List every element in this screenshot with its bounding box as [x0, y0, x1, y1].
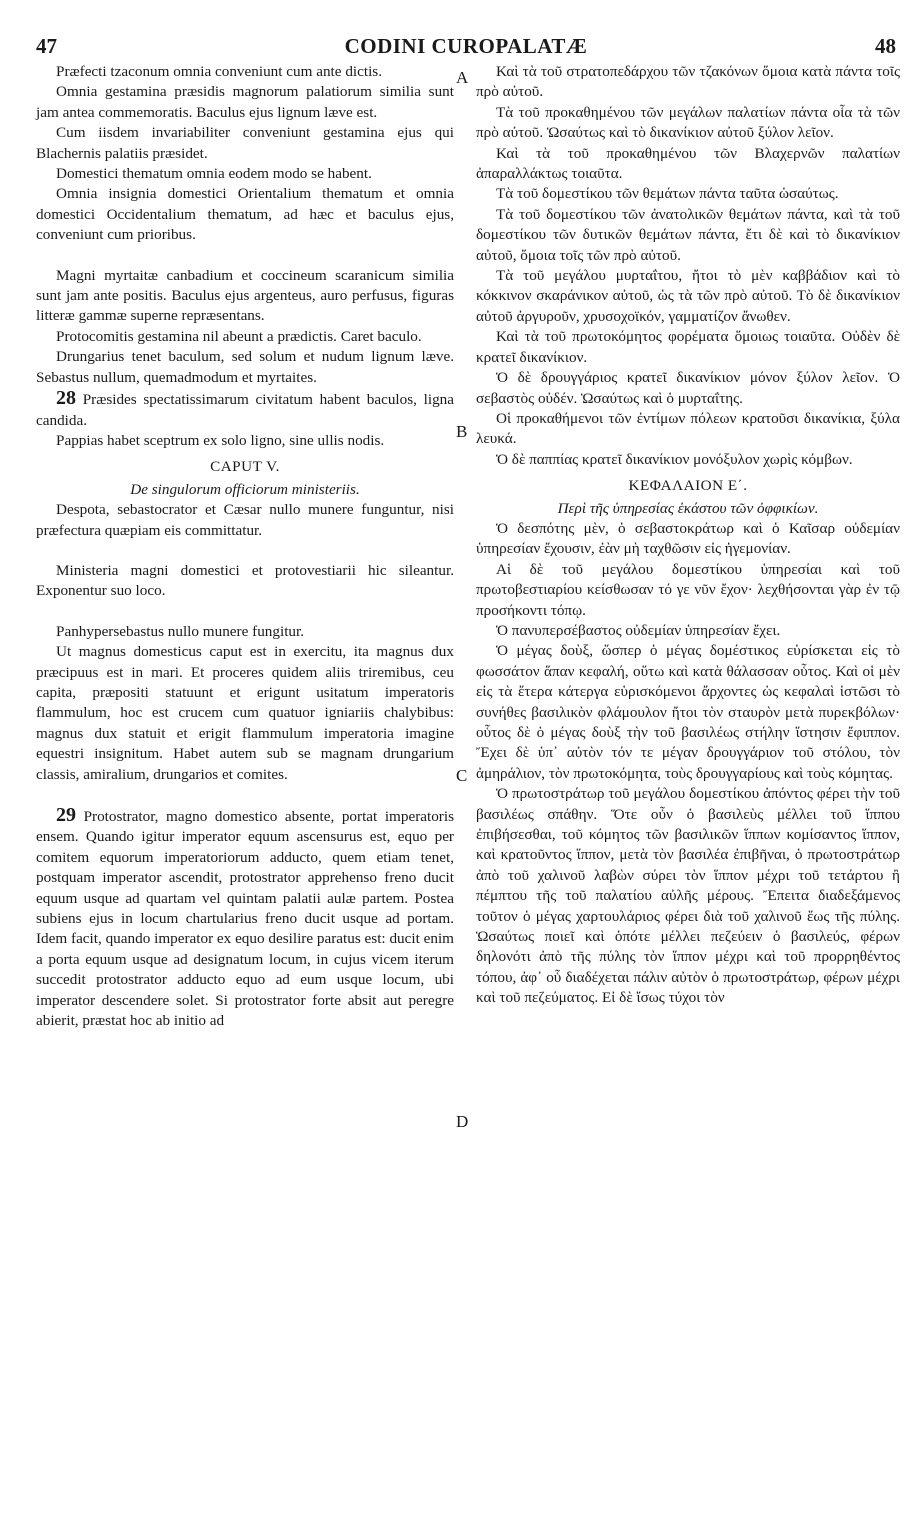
chapter-heading-greek: ΚΕΦΑΛΑΙΟΝ Ε΄.: [628, 477, 748, 495]
margin-letter-d: D: [456, 1112, 469, 1131]
latin-paragraph: Domestici thematum omnia eodem modo se habent.: [56, 165, 372, 183]
greek-paragraph: Ὁ πανυπερσέβαστος οὐδεμίαν ὑπηρεσίαν ἔχει.: [496, 621, 781, 639]
latin-paragraph: Cum iisdem invariabiliter conveniunt gestamina ejus qui Blachernis palatiis præsidet.: [36, 124, 454, 162]
greek-paragraph: Ὁ δεσπότης μὲν, ὁ σεβαστοκράτωρ καὶ ὁ Καῖσαρ οὐδεμίαν ὑπηρεσίαν ἔχουσιν, ἐὰν μὴ ταχθῶσιν εἰς ἡγεμονίαν.: [476, 519, 900, 558]
greek-paragraph: Τὰ τοῦ δομεστίκου τῶν ἀνατολικῶν θεμάτων πάντα, καὶ τὰ τοῦ δομεστίκου τῶν δυτικῶν θεμάτων πάντα, ἔτι δὲ καὶ τὸ δικανίκιον αὐτοῦ, ὅμοια τοῖς τῶν πρὸ αὐτοῦ.: [476, 205, 900, 264]
latin-paragraph: Magni myrtaitæ canbadium et coccineum scaranicum similia sunt jam ante positis. Baculus ejus argenteus, auro perfusus, figuras litteræ gammæ superne repræsentans.: [36, 266, 454, 325]
margin-letter-c: C: [456, 766, 468, 785]
running-title: CODINI CUROPALATÆ: [344, 34, 588, 58]
latin-paragraph: Drungarius tenet baculum, sed solum et nudum lignum læve. Sebastus nullum, quemadmodum et myrtaites.: [36, 348, 454, 386]
chapter-subtitle-greek: Περὶ τῆς ὑπηρεσίας ἑκάστου τῶν ὀφφικίων.: [557, 499, 819, 517]
greek-paragraph: Τὰ τοῦ δομεστίκου τῶν θεμάτων πάντα ταῦτα ὡσαύτως.: [496, 185, 839, 203]
latin-paragraph: Omnia insignia domestici Orientalium thematum et omnia domestici Occidentalium thematum, ad hæc et baculus ejus, conveniunt cum prioribus.: [36, 185, 454, 244]
greek-paragraph: Τὰ τοῦ μεγάλου μυρταΐτου, ἤτοι τὸ μὲν καββάδιον καὶ τὸ κόκκινον σκαράνικον αὐτοῦ, ὡς τὰ τῶν πρὸ αὐτοῦ. Τὸ δὲ δικανίκιον αὐτοῦ ἀργυροῦν, χρυσοχοϊκόν, γαμματίζον ἄνωθεν.: [476, 267, 900, 325]
spacer: [36, 785, 454, 805]
running-header: [30, 34, 902, 58]
latin-paragraph: Omnia gestamina præsidis magnorum palatiorum similia sunt jam antea commemoratis. Baculus ejus lignum læve est.: [36, 83, 454, 121]
spacer: [36, 541, 454, 561]
greek-paragraph: Ὁ δὲ παππίας κρατεῖ δικανίκιον μονόξυλον χωρὶς κόμβων.: [496, 450, 853, 468]
chapter-subtitle-latin: De singulorum officiorum ministeriis.: [130, 480, 360, 498]
latin-paragraph: Præfecti tzaconum omnia conveniunt cum ante dictis.: [56, 63, 383, 80]
latin-paragraph: Ut magnus domesticus caput est in exercitu, ita magnus dux præcipuus est in mari. Et proceres quidem aliis triremibus, ceu capita, præpositi statuunt et erigunt usitatum imperatoris flammulum, hoc est crucem cum quatuor igniariis chalybibus: magnus dux statuit et erigit flammulum imperatoria imagine equestri insignitum. Habet autem sub se magnam drungarium classis, amiralium, drungarios et comites.: [36, 643, 454, 783]
latin-paragraph: Protocomitis gestamina nil abeunt a prædictis. Caret baculo.: [56, 327, 422, 345]
section-text: Protostrator, magno domestico absente, portat imperatoris ensem. Quando igitur imperator equum ascensurus est, equo per comitem equorum imperatoriorum adducto, quem etiam tenet, postquam imperator ascendit, protostrator apprehenso freno ducit equum usque ad quartam vel quintam palatii aulæ partem. Postea subiens ejus in locum chartularius freno ducit usque ad portam. Idem facit, quando imperator ex equo desilire paratus est: ducit enim a porta equum usque ad designatum locum, in cujus vicem iterum succedit protostrator adducto equo ad eum usque locum, ubi imperator descendere solet. Si protostrator forte absit aut peregre abierit, præstat hoc ab initio ad: [36, 808, 454, 1030]
greek-paragraph: Καὶ τὰ τοῦ προκαθημένου τῶν Βλαχερνῶν παλατίων ἀπαραλλάκτως τοιαῦτα.: [476, 144, 900, 183]
greek-paragraph: Ὁ δὲ δρουγγάριος κρατεῖ δικανίκιον μόνον ξύλον λεῖον. Ὁ σεβαστὸς οὐδέν. Ὡσαύτως καὶ ὁ μυρταΐτης.: [476, 369, 900, 407]
chapter-heading-latin: CAPUT V.: [210, 458, 280, 476]
section-number: 28: [56, 387, 76, 410]
latin-paragraph: Despota, sebastocrator et Cæsar nullo munere funguntur, nisi præfectura quæpiam eis committatur.: [36, 501, 454, 539]
latin-column: [36, 62, 454, 1031]
greek-paragraph: Ὁ μέγας δοὺξ, ὥσπερ ὁ μέγας δομέστικος εὑρίσκεται εἰς τὸ φωσσάτον ἅπαν κεφαλή, οὕτω καὶ κατὰ θάλασσαν οὗτος. Καὶ οἱ μὲν εἰς τὰ ἕτερα κάτεργα εὑρισκόμενοι ἄρχοντες ὡς κεφαλαὶ ἱστῶσι τὸ συνήθες βασιλικὸν φλάμουλον ἤτοι τὸν σταυρὸν μετὰ πυρεκβόλων· οὗτος δὲ ὁ μέγας δοὺξ τὴν τοῦ βασιλέως στήλην ἵστησιν ἔφιππον. Ἔχει δὲ ὑπ᾽ αὐτὸν τόν τε μέγαν δρουγγάριον τοῦ στόλου, τὸν ἀμηράλιον, τὸν πρωτοκόμητα, τοὺς δρουγγαρίους καὶ τοὺς κόμητας.: [476, 642, 900, 782]
greek-paragraph: Καὶ τὰ τοῦ στρατοπεδάρχου τῶν τζακόνων ὅμοια κατὰ πάντα τοῖς πρὸ αὐτοῦ.: [476, 63, 900, 101]
latin-paragraph: Panhypersebastus nullo munere fungitur.: [56, 622, 305, 640]
margin-letter-a: A: [456, 68, 469, 87]
greek-paragraph: Αἱ δὲ τοῦ μεγάλου δομεστίκου ὑπηρεσίαι καὶ τοῦ πρωτοβεστιαρίου κείσθωσαν τό γε νῦν ἔχον· λεχθήσονται γὰρ ἐν τῷ προσήκοντι τόπῳ.: [476, 560, 900, 619]
greek-column: [476, 62, 900, 1009]
spacer: [36, 246, 454, 266]
greek-paragraph: Ὁ πρωτοστράτωρ τοῦ μεγάλου δομεστίκου ἀπόντος φέρει τὴν τοῦ βασιλέως σπάθην. Ὅτε οὖν ὁ βασιλεὺς μέλλει τοῦ ἵππου ἐπιβήσεσθαι, τοῦ κόμητος τῶν βασιλικῶν ἵππων κομίσαντος ἵππον, καὶ κρατοῦντος ἵππον, μετὰ τὸν βασιλέα ἐπιβῆναι, ὁ πρωτοστράτωρ ἀπὸ τοῦ χαλινοῦ λαβὼν σύρει τὸν ἵππον μέχρι τοῦ τετάρτου ἢ πέμπτου τῆς τοῦ παλατίου αὐλῆς μέρους. Ἔπειτα διαδεξάμενος τοῦτον ὁ μέγας χαρτουλάριος φέρει διὰ τοῦ χαλινοῦ ἕως τῆς πύλης. Ὡσαύτως ποιεῖ καὶ ὁπότε μέλλει πεζεύειν ὁ βασιλεύς, φέρων δηλονότι ἀπὸ τῆς πύλης τὸν ἵππον μέχρι καὶ τοῦ προρρηθέντος τόπου, ἀφ᾽ οὗ διαδέχεται πάλιν αὐτὸν ὁ πρωτοστράτωρ, φέρων μέχρι καὶ τοῦ πεζεύματος. Εἰ δὲ ἴσως τύχοι τὸν: [476, 785, 900, 1007]
page-number-right: 48: [875, 34, 896, 58]
section-number: 29: [56, 804, 76, 826]
margin-letter-b: B: [456, 422, 468, 441]
greek-paragraph: Τὰ τοῦ προκαθημένου τῶν μεγάλων παλατίων πάντα οἷα τὰ τῶν πρὸ αὐτοῦ. Ὡσαύτως καὶ τὸ δικανίκιον αὐτοῦ ξύλον λεῖον.: [476, 103, 900, 142]
latin-paragraph-29: [36, 805, 454, 1031]
latin-paragraph: Pappias habet sceptrum ex solo ligno, sine ullis nodis.: [56, 431, 385, 449]
latin-paragraph: Ministeria magni domestici et protovestiarii hic sileantur. Exponentur suo loco.: [36, 561, 454, 600]
page-number-left: 47: [36, 34, 57, 58]
section-text: Præsides spectatissimarum civitatum habent baculos, ligna candida.: [36, 391, 454, 429]
greek-paragraph: Οἱ προκαθήμενοι τῶν ἐντίμων πόλεων κρατοῦσι δικανίκια, ξύλα λευκά.: [476, 409, 900, 448]
greek-paragraph: Καὶ τὰ τοῦ πρωτοκόμητος φορέματα ὅμοιως τοιαῦτα. Οὐδὲν δὲ κρατεῖ δικανίκιον.: [476, 328, 900, 366]
spacer: [36, 602, 454, 622]
latin-paragraph-28: [36, 388, 454, 431]
